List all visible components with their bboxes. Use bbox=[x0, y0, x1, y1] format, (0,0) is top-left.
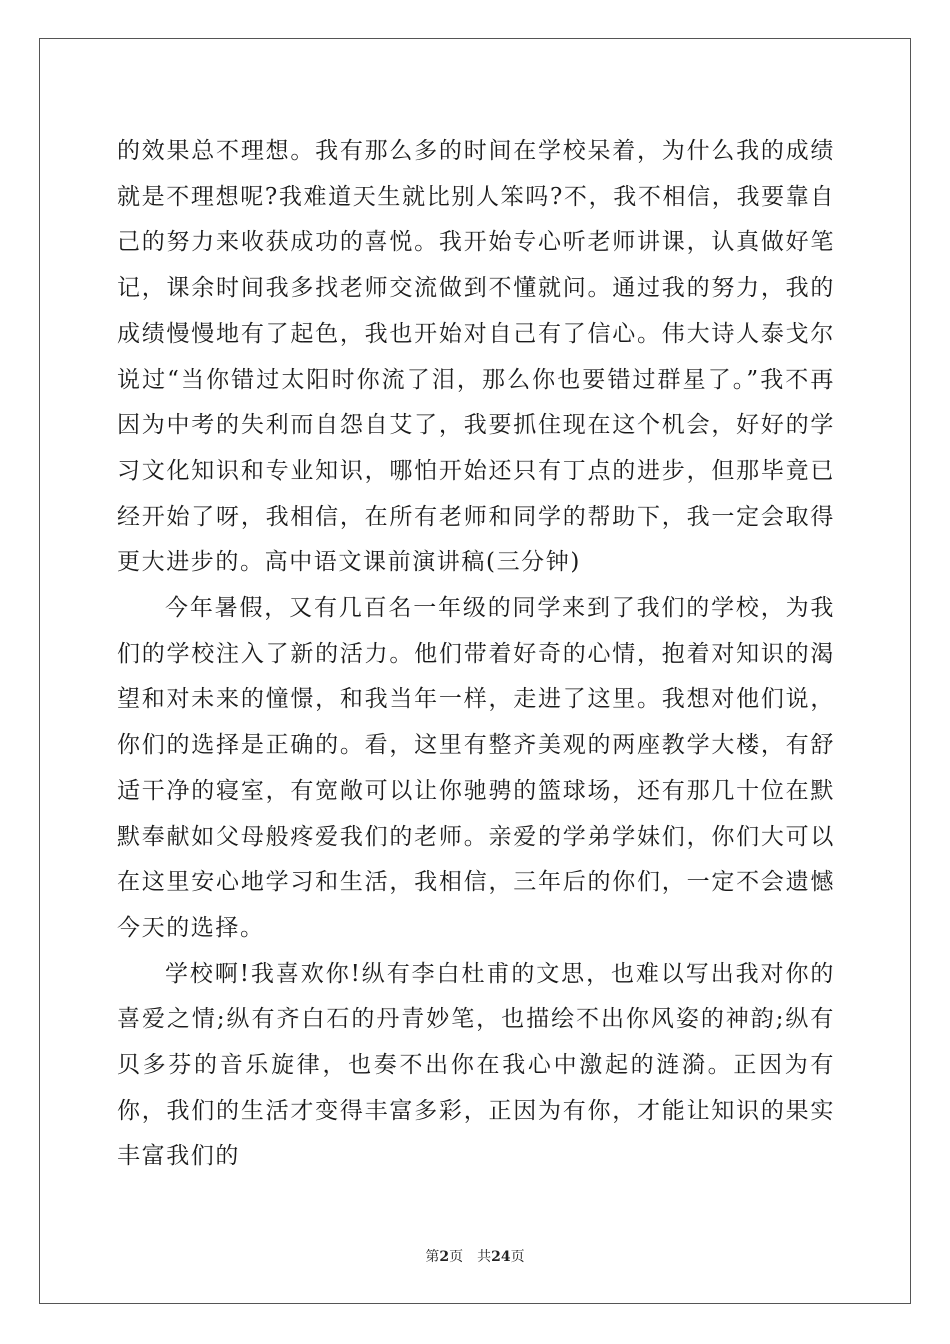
total-suffix: 页 bbox=[510, 1249, 525, 1265]
total-pages: 24 bbox=[491, 1249, 511, 1265]
paragraph-2: 今年暑假，又有几百名一年级的同学来到了我们的学校，为我们的学校注入了新的活力。他们带着好奇的心情，抱着对知识的渴望和对未来的憧憬，和我当年一样，走进了这里。我想对他们说，你们的选择是正确的。看，这里有整齐美观的两座教学大楼，有舒适干净的寝室，有宽敞可以让你驰骋的篮球场，还有那几十位在默默奉献如父母般疼爱我们的老师。亲爱的学弟学妹们，你们大可以在这里安心地学习和生活，我相信，三年后的你们，一定不会遗憾今天的选择。 bbox=[117, 595, 835, 941]
paragraph-1: 的效果总不理想。我有那么多的时间在学校呆着，为什么我的成绩就是不理想呢?我难道天生就比别人笨吗?不，我不相信，我要靠自己的努力来收获成功的喜悦。我开始专心听老师讲课，认真做好笔记，课余时间我多找老师交流做到不懂就问。通过我的努力，我的成绩慢慢地有了起色，我也开始对自己有了信心。伟大诗人泰戈尔说过“当你错过太阳时你流了泪，那么你也要错过群星了。”我不再因为中考的失利而自怨自艾了，我要抓住现在这个机会，好好的学习文化知识和专业知识，哪怕开始还只有丁点的进步，但那毕竟已经开始了呀，我相信，在所有老师和同学的帮助下，我一定会取得更大进步的。高中语文课前演讲稿(三分钟) bbox=[117, 138, 835, 576]
document-body bbox=[117, 129, 835, 1180]
page-prefix: 第 bbox=[425, 1249, 440, 1265]
total-prefix: 共 bbox=[477, 1249, 492, 1265]
page-number: 2 bbox=[439, 1249, 450, 1265]
page-footer bbox=[0, 1246, 950, 1266]
paragraph-3: 学校啊!我喜欢你!纵有李白杜甫的文思，也难以写出我对你的喜爱之情;纵有齐白石的丹青妙笔，也描绘不出你风姿的神韵;纵有贝多芬的音乐旋律，也奏不出你在我心中激起的涟漪。正因为有你，我们的生活才变得丰富多彩，正因为有你，才能让知识的果实丰富我们的 bbox=[117, 960, 835, 1170]
page-suffix: 页 bbox=[449, 1249, 464, 1265]
